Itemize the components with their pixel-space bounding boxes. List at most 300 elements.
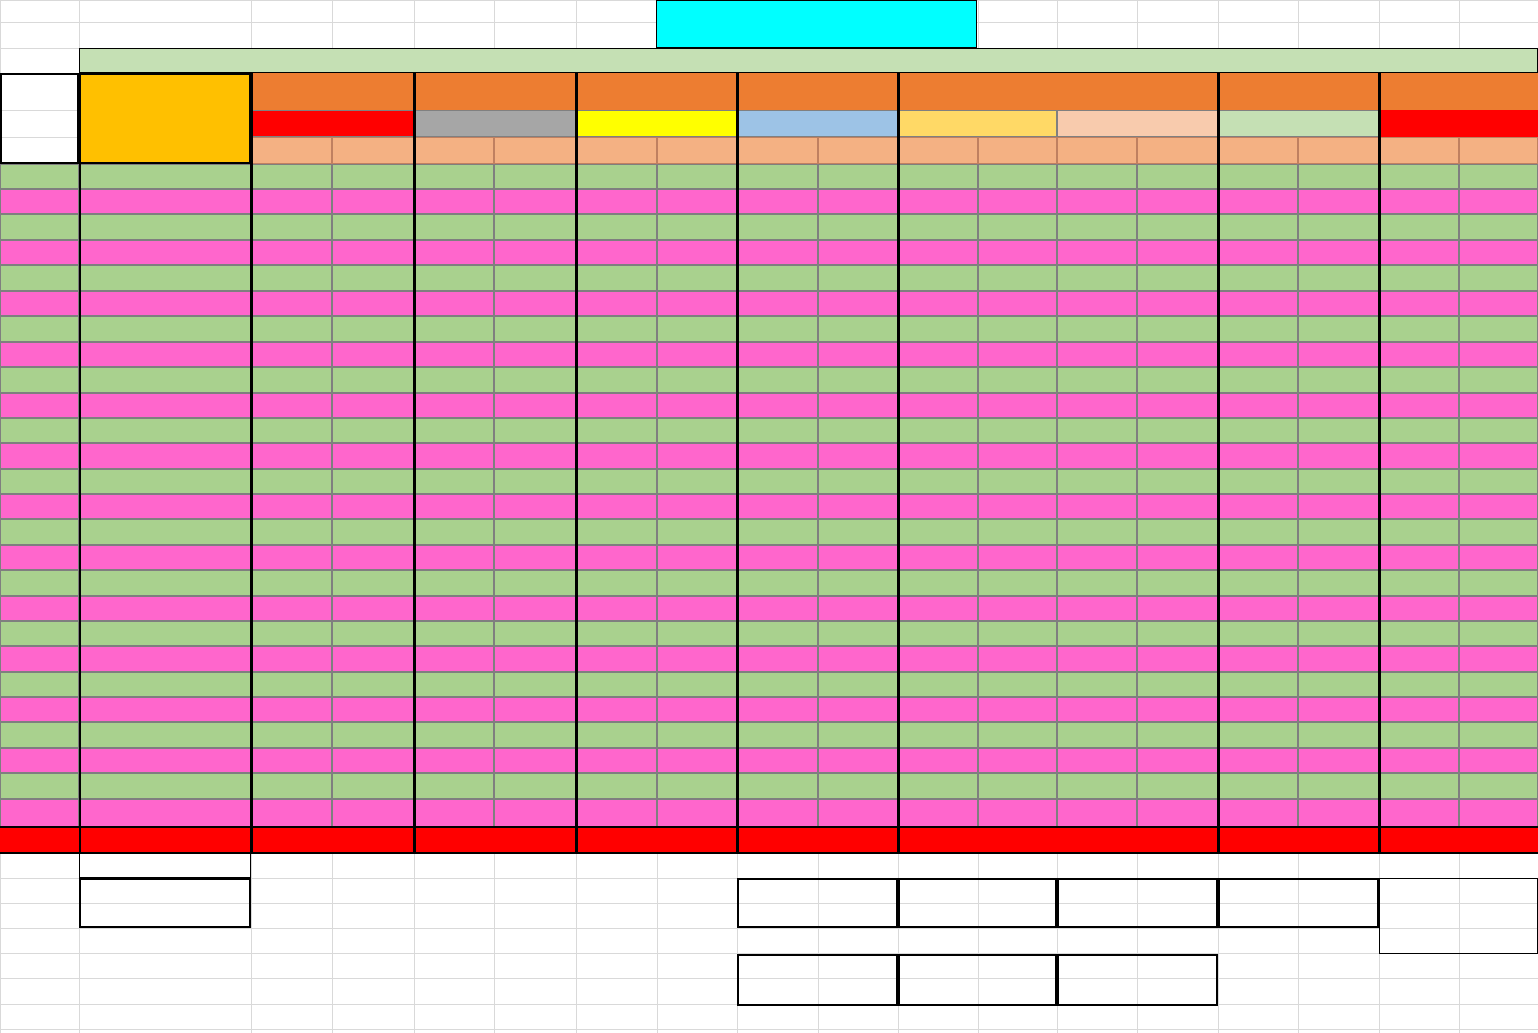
saturday-entry-box[interactable] bbox=[737, 878, 898, 928]
score-cell bbox=[332, 646, 414, 672]
score-cell bbox=[818, 545, 898, 570]
angler-name bbox=[79, 164, 251, 189]
angler-name bbox=[79, 672, 251, 697]
angler-name bbox=[79, 621, 251, 646]
score-cell bbox=[818, 596, 898, 621]
score-cell bbox=[657, 672, 737, 697]
total-cell bbox=[576, 827, 657, 853]
score-cell bbox=[978, 646, 1057, 672]
score-cell bbox=[1298, 164, 1379, 189]
score-cell bbox=[1218, 316, 1298, 342]
score-cell bbox=[1459, 519, 1538, 545]
score-cell bbox=[576, 469, 657, 494]
score-cell bbox=[1379, 418, 1459, 443]
angler-name bbox=[79, 646, 251, 672]
score-cell bbox=[251, 189, 332, 214]
score-cell bbox=[414, 265, 494, 291]
score-cell bbox=[1379, 240, 1459, 265]
score-cell bbox=[1137, 621, 1218, 646]
score-cell bbox=[332, 621, 414, 646]
score-cell bbox=[332, 672, 414, 697]
score-cell bbox=[657, 265, 737, 291]
angler-name bbox=[79, 367, 251, 393]
score-cell bbox=[251, 621, 332, 646]
big-bass-spacer bbox=[79, 853, 251, 878]
score-cell bbox=[657, 342, 737, 367]
score-cell bbox=[978, 418, 1057, 443]
rank-cell bbox=[0, 367, 79, 393]
score-cell bbox=[1057, 164, 1137, 189]
score-cell bbox=[251, 519, 332, 545]
score-cell bbox=[657, 697, 737, 722]
score-cell bbox=[1459, 494, 1538, 519]
angler-name bbox=[79, 291, 251, 316]
score-cell bbox=[494, 596, 576, 621]
score-cell bbox=[251, 316, 332, 342]
total-weight-header bbox=[1459, 110, 1538, 137]
angler-name bbox=[79, 494, 251, 519]
score-cell bbox=[576, 342, 657, 367]
score-cell bbox=[1298, 621, 1379, 646]
score-cell bbox=[1459, 799, 1538, 827]
rank-cell bbox=[0, 469, 79, 494]
score-cell bbox=[251, 367, 332, 393]
total-cell bbox=[494, 827, 576, 853]
score-cell bbox=[1298, 773, 1379, 799]
score-cell bbox=[1218, 469, 1298, 494]
score-cell bbox=[1459, 697, 1538, 722]
month-header-august bbox=[898, 73, 1057, 110]
sunday-label bbox=[1057, 928, 1218, 954]
column-separator bbox=[897, 73, 900, 853]
score-cell bbox=[1379, 545, 1459, 570]
score-cell bbox=[414, 494, 494, 519]
angler-name bbox=[79, 697, 251, 722]
score-cell bbox=[978, 570, 1057, 596]
score-cell bbox=[332, 214, 414, 240]
sunday-label bbox=[737, 928, 898, 954]
sunday-entry-box[interactable] bbox=[737, 954, 898, 1006]
score-cell bbox=[414, 367, 494, 393]
column-separator bbox=[736, 73, 739, 853]
weight-column-header bbox=[1137, 137, 1218, 164]
score-cell bbox=[898, 773, 978, 799]
score-cell bbox=[737, 748, 818, 773]
weight-column-header bbox=[818, 137, 898, 164]
score-cell bbox=[1057, 393, 1137, 418]
score-cell bbox=[1057, 545, 1137, 570]
score-cell bbox=[1057, 214, 1137, 240]
score-cell bbox=[251, 545, 332, 570]
lake-header-6 bbox=[1057, 110, 1218, 137]
angler-name bbox=[79, 722, 251, 748]
score-cell bbox=[1137, 265, 1218, 291]
score-cell bbox=[898, 494, 978, 519]
score-cell bbox=[898, 214, 978, 240]
score-cell bbox=[494, 393, 576, 418]
score-cell bbox=[1218, 646, 1298, 672]
lake-header-2 bbox=[414, 110, 576, 137]
score-cell bbox=[1218, 570, 1298, 596]
rank-cell bbox=[0, 799, 79, 827]
score-cell bbox=[251, 570, 332, 596]
score-cell bbox=[657, 469, 737, 494]
score-cell bbox=[978, 722, 1057, 748]
weight-column-header bbox=[1298, 137, 1379, 164]
fish-column-header bbox=[251, 137, 332, 164]
rank-cell bbox=[0, 596, 79, 621]
score-cell bbox=[1459, 722, 1538, 748]
score-cell bbox=[898, 697, 978, 722]
score-cell bbox=[657, 291, 737, 316]
score-cell bbox=[1057, 646, 1137, 672]
weight-column-header bbox=[332, 137, 414, 164]
score-cell bbox=[1379, 189, 1459, 214]
score-cell bbox=[1459, 545, 1538, 570]
score-cell bbox=[1379, 367, 1459, 393]
score-cell bbox=[657, 189, 737, 214]
column-separator bbox=[250, 73, 253, 853]
score-cell bbox=[251, 672, 332, 697]
score-cell bbox=[1459, 316, 1538, 342]
score-cell bbox=[1218, 494, 1298, 519]
score-cell bbox=[818, 189, 898, 214]
score-cell bbox=[1298, 672, 1379, 697]
score-cell bbox=[737, 494, 818, 519]
score-cell bbox=[332, 748, 414, 773]
score-cell bbox=[818, 469, 898, 494]
score-cell bbox=[737, 519, 818, 545]
score-cell bbox=[818, 494, 898, 519]
score-cell bbox=[818, 697, 898, 722]
score-cell bbox=[1057, 799, 1137, 827]
score-cell bbox=[818, 519, 898, 545]
score-cell bbox=[737, 240, 818, 265]
score-cell bbox=[1298, 697, 1379, 722]
score-cell bbox=[332, 393, 414, 418]
total-cell bbox=[978, 827, 1057, 853]
score-cell bbox=[1137, 393, 1218, 418]
score-cell bbox=[1298, 748, 1379, 773]
score-cell bbox=[1298, 799, 1379, 827]
score-cell bbox=[898, 621, 978, 646]
score-cell bbox=[818, 240, 898, 265]
score-cell bbox=[494, 418, 576, 443]
score-cell bbox=[1137, 291, 1218, 316]
score-cell bbox=[898, 342, 978, 367]
score-cell bbox=[1218, 621, 1298, 646]
score-cell bbox=[1459, 570, 1538, 596]
score-cell bbox=[576, 748, 657, 773]
score-cell bbox=[978, 494, 1057, 519]
month-header-may bbox=[414, 73, 576, 110]
score-cell bbox=[818, 773, 898, 799]
score-cell bbox=[414, 189, 494, 214]
angler-name bbox=[79, 240, 251, 265]
score-cell bbox=[1298, 316, 1379, 342]
score-cell bbox=[1218, 342, 1298, 367]
fish-column-header bbox=[898, 137, 978, 164]
month-header-blank bbox=[1379, 73, 1538, 110]
total-entry-box[interactable] bbox=[1379, 878, 1538, 954]
score-cell bbox=[737, 722, 818, 748]
score-cell bbox=[898, 316, 978, 342]
score-cell bbox=[332, 773, 414, 799]
score-cell bbox=[1137, 494, 1218, 519]
score-cell bbox=[414, 240, 494, 265]
score-cell bbox=[251, 443, 332, 469]
score-cell bbox=[1137, 545, 1218, 570]
score-cell bbox=[1459, 418, 1538, 443]
score-cell bbox=[576, 722, 657, 748]
score-cell bbox=[657, 494, 737, 519]
angler-name bbox=[79, 799, 251, 827]
score-cell bbox=[1057, 722, 1137, 748]
score-cell bbox=[576, 519, 657, 545]
score-cell bbox=[1137, 646, 1218, 672]
score-cell bbox=[414, 621, 494, 646]
score-cell bbox=[332, 596, 414, 621]
score-cell bbox=[1218, 164, 1298, 189]
score-cell bbox=[898, 393, 978, 418]
saturday-entry-box[interactable] bbox=[1057, 878, 1218, 928]
score-cell bbox=[737, 443, 818, 469]
total-cell bbox=[1298, 827, 1379, 853]
score-cell bbox=[1218, 596, 1298, 621]
score-cell bbox=[576, 265, 657, 291]
score-cell bbox=[657, 393, 737, 418]
score-cell bbox=[1459, 291, 1538, 316]
weight-column-header bbox=[657, 137, 737, 164]
score-cell bbox=[332, 722, 414, 748]
column-separator bbox=[1378, 73, 1381, 853]
score-cell bbox=[1057, 316, 1137, 342]
rank-cell bbox=[0, 748, 79, 773]
score-cell bbox=[1298, 519, 1379, 545]
rank-cell bbox=[0, 291, 79, 316]
score-cell bbox=[1298, 596, 1379, 621]
score-cell bbox=[1137, 240, 1218, 265]
total-cell bbox=[414, 827, 494, 853]
score-cell bbox=[1137, 214, 1218, 240]
score-cell bbox=[978, 367, 1057, 393]
score-cell bbox=[251, 722, 332, 748]
score-cell bbox=[818, 748, 898, 773]
score-cell bbox=[332, 291, 414, 316]
score-cell bbox=[1057, 697, 1137, 722]
score-cell bbox=[978, 214, 1057, 240]
score-cell bbox=[898, 570, 978, 596]
score-cell bbox=[1137, 596, 1218, 621]
score-cell bbox=[818, 646, 898, 672]
score-cell bbox=[978, 748, 1057, 773]
score-cell bbox=[332, 316, 414, 342]
score-cell bbox=[1218, 443, 1298, 469]
score-cell bbox=[1459, 367, 1538, 393]
total-cell bbox=[251, 827, 332, 853]
score-cell bbox=[414, 418, 494, 443]
saturday-label bbox=[1057, 853, 1218, 878]
angler-name bbox=[79, 342, 251, 367]
score-cell bbox=[1379, 748, 1459, 773]
score-cell bbox=[1057, 443, 1137, 469]
score-cell bbox=[576, 545, 657, 570]
score-cell bbox=[657, 418, 737, 443]
score-cell bbox=[576, 773, 657, 799]
total-cell bbox=[898, 827, 978, 853]
score-cell bbox=[978, 189, 1057, 214]
score-cell bbox=[1057, 189, 1137, 214]
score-cell bbox=[1218, 291, 1298, 316]
score-cell bbox=[576, 494, 657, 519]
score-cell bbox=[332, 545, 414, 570]
score-cell bbox=[1057, 291, 1137, 316]
score-cell bbox=[818, 722, 898, 748]
score-cell bbox=[1459, 596, 1538, 621]
score-cell bbox=[576, 367, 657, 393]
score-cell bbox=[1057, 621, 1137, 646]
score-cell bbox=[1057, 519, 1137, 545]
score-cell bbox=[332, 189, 414, 214]
score-cell bbox=[576, 570, 657, 596]
score-cell bbox=[1057, 672, 1137, 697]
score-cell bbox=[1137, 570, 1218, 596]
rank-cell bbox=[0, 697, 79, 722]
score-cell bbox=[1298, 418, 1379, 443]
score-cell bbox=[414, 799, 494, 827]
score-cell bbox=[657, 316, 737, 342]
score-cell bbox=[1218, 748, 1298, 773]
saturday-entry-box[interactable] bbox=[898, 878, 1057, 928]
score-cell bbox=[414, 722, 494, 748]
score-cell bbox=[1379, 469, 1459, 494]
score-cell bbox=[818, 367, 898, 393]
score-cell bbox=[657, 164, 737, 189]
score-cell bbox=[737, 621, 818, 646]
angler-name bbox=[79, 214, 251, 240]
score-cell bbox=[898, 519, 978, 545]
score-cell bbox=[332, 240, 414, 265]
score-cell bbox=[576, 393, 657, 418]
score-cell bbox=[978, 443, 1057, 469]
score-cell bbox=[1218, 799, 1298, 827]
score-cell bbox=[978, 316, 1057, 342]
score-cell bbox=[1379, 773, 1459, 799]
score-cell bbox=[251, 418, 332, 443]
score-cell bbox=[898, 367, 978, 393]
score-cell bbox=[737, 469, 818, 494]
score-cell bbox=[898, 189, 978, 214]
saturday-label bbox=[898, 853, 1057, 878]
score-cell bbox=[494, 722, 576, 748]
score-cell bbox=[818, 672, 898, 697]
score-cell bbox=[1298, 214, 1379, 240]
column-separator bbox=[413, 73, 416, 853]
month-header-april bbox=[251, 73, 414, 110]
total-cell bbox=[1137, 827, 1218, 853]
sunday-entry-box[interactable] bbox=[1057, 954, 1218, 1006]
score-cell bbox=[494, 672, 576, 697]
score-cell bbox=[251, 164, 332, 189]
score-cell bbox=[1218, 773, 1298, 799]
score-cell bbox=[1057, 469, 1137, 494]
score-cell bbox=[898, 672, 978, 697]
october-entry-box[interactable] bbox=[1218, 878, 1379, 928]
score-cell bbox=[1459, 469, 1538, 494]
score-cell bbox=[1379, 494, 1459, 519]
rank-cell bbox=[0, 545, 79, 570]
score-cell bbox=[332, 697, 414, 722]
score-cell bbox=[414, 748, 494, 773]
score-cell bbox=[1137, 748, 1218, 773]
score-cell bbox=[657, 367, 737, 393]
score-cell bbox=[1379, 697, 1459, 722]
score-cell bbox=[1298, 646, 1379, 672]
score-cell bbox=[1137, 799, 1218, 827]
score-cell bbox=[251, 342, 332, 367]
score-cell bbox=[978, 596, 1057, 621]
column-separator bbox=[79, 73, 81, 853]
weight-column-header bbox=[1459, 137, 1538, 164]
score-cell bbox=[251, 240, 332, 265]
score-cell bbox=[818, 799, 898, 827]
lake-header-5 bbox=[898, 110, 1057, 137]
score-cell bbox=[1298, 240, 1379, 265]
score-cell bbox=[657, 443, 737, 469]
score-cell bbox=[818, 291, 898, 316]
score-cell bbox=[414, 214, 494, 240]
month-header-september bbox=[1057, 73, 1218, 110]
score-cell bbox=[1379, 214, 1459, 240]
score-cell bbox=[1218, 697, 1298, 722]
score-cell bbox=[494, 748, 576, 773]
score-cell bbox=[737, 265, 818, 291]
score-cell bbox=[1137, 697, 1218, 722]
score-cell bbox=[898, 722, 978, 748]
score-cell bbox=[332, 799, 414, 827]
title-box bbox=[656, 0, 977, 48]
score-cell bbox=[414, 519, 494, 545]
angler-name bbox=[79, 418, 251, 443]
angler-name bbox=[79, 748, 251, 773]
score-cell bbox=[1379, 443, 1459, 469]
corner-cell bbox=[0, 73, 79, 164]
fish-column-header bbox=[576, 137, 657, 164]
score-cell bbox=[898, 469, 978, 494]
sunday-entry-box[interactable] bbox=[898, 954, 1057, 1006]
score-cell bbox=[1298, 393, 1379, 418]
total-cell bbox=[1459, 827, 1538, 853]
score-cell bbox=[1137, 418, 1218, 443]
score-cell bbox=[1459, 393, 1538, 418]
totals-top-border bbox=[0, 826, 1538, 828]
saturday-label bbox=[737, 853, 898, 878]
column-separator bbox=[1217, 73, 1220, 853]
score-cell bbox=[1218, 214, 1298, 240]
score-cell bbox=[818, 570, 898, 596]
score-cell bbox=[1379, 164, 1459, 189]
score-cell bbox=[818, 342, 898, 367]
score-cell bbox=[978, 799, 1057, 827]
score-cell bbox=[1298, 443, 1379, 469]
score-cell bbox=[978, 621, 1057, 646]
score-cell bbox=[1218, 393, 1298, 418]
score-cell bbox=[251, 799, 332, 827]
sunday-label bbox=[898, 928, 1057, 954]
score-cell bbox=[1218, 545, 1298, 570]
score-cell bbox=[332, 519, 414, 545]
score-cell bbox=[657, 621, 737, 646]
